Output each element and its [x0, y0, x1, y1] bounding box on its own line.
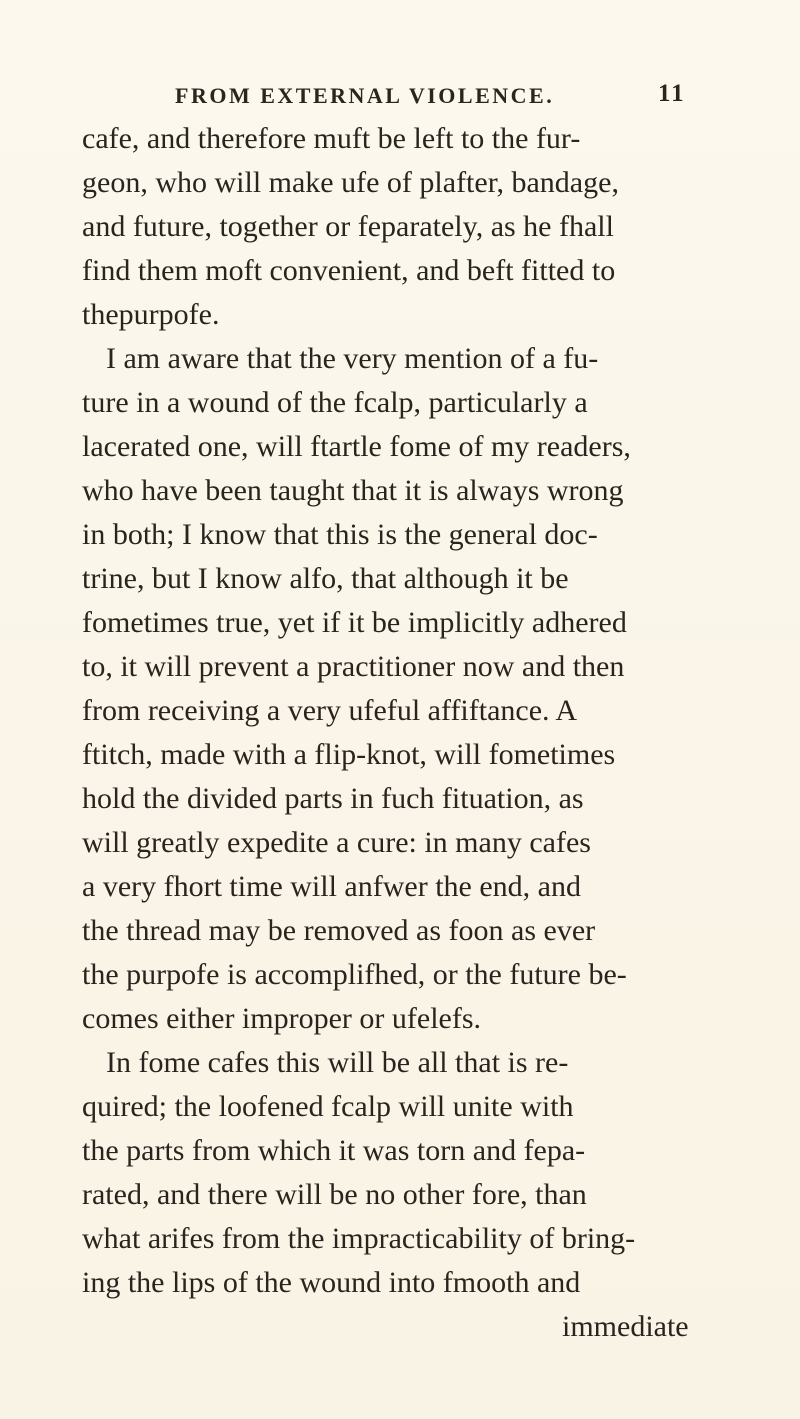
text-line: a very fhort time will anfwer the end, and	[82, 870, 581, 903]
text-line: rated, and there will be no other fore, than	[82, 1178, 587, 1211]
running-head	[0, 80, 800, 113]
text-line: ture in a wound of the fcalp, particularly a	[82, 386, 588, 419]
running-title: FROM EXTERNAL VIOLENCE.	[175, 83, 555, 108]
text-line: comes either improper or ufelefs.	[82, 1002, 482, 1035]
page-number: 11	[658, 80, 686, 107]
text-line: thepurpofe.	[82, 298, 220, 331]
text-line: from receiving a very ufeful affiftance. A	[82, 694, 578, 727]
paragraph-start-line: I am aware that the very mention of a fu-	[106, 342, 599, 375]
text-line: what arifes from the impracticability of bring-	[82, 1222, 636, 1255]
text-line: to, it will prevent a practitioner now and then	[82, 650, 625, 683]
text-line: the purpofe is accomplifhed, or the future be-	[82, 958, 627, 991]
text-line: find them moft convenient, and beft fitted to	[82, 254, 616, 287]
paragraph-start-line: In fome cafes this will be all that is re-	[106, 1046, 569, 1079]
catchword: immediate	[562, 1310, 689, 1343]
text-line: who have been taught that it is always wrong	[82, 474, 624, 507]
text-line: geon, who will make ufe of plafter, bandage,	[82, 166, 619, 199]
text-line: ftitch, made with a flip-knot, will fometimes	[82, 738, 616, 771]
text-line: the thread may be removed as foon as ever	[82, 914, 596, 947]
text-line: and future, together or feparately, as he fhall	[82, 210, 614, 243]
text-line: ing the lips of the wound into fmooth and	[82, 1266, 581, 1299]
text-line: will greatly expedite a cure: in many cafes	[82, 826, 591, 859]
text-line: in both; I know that this is the general doc-	[82, 518, 598, 551]
text-line: quired; the loofened fcalp will unite with	[82, 1090, 574, 1123]
text-line: lacerated one, will ftartle fome of my readers,	[82, 430, 631, 463]
text-line: fometimes true, yet if it be implicitly adhered	[82, 606, 627, 639]
text-line: trine, but I know alfo, that although it be	[82, 562, 569, 595]
text-line: cafe, and therefore muft be left to the fur-	[82, 122, 581, 155]
text-line: hold the divided parts in fuch fituation, as	[82, 782, 584, 815]
text-line: the parts from which it was torn and fepa-	[82, 1134, 586, 1167]
